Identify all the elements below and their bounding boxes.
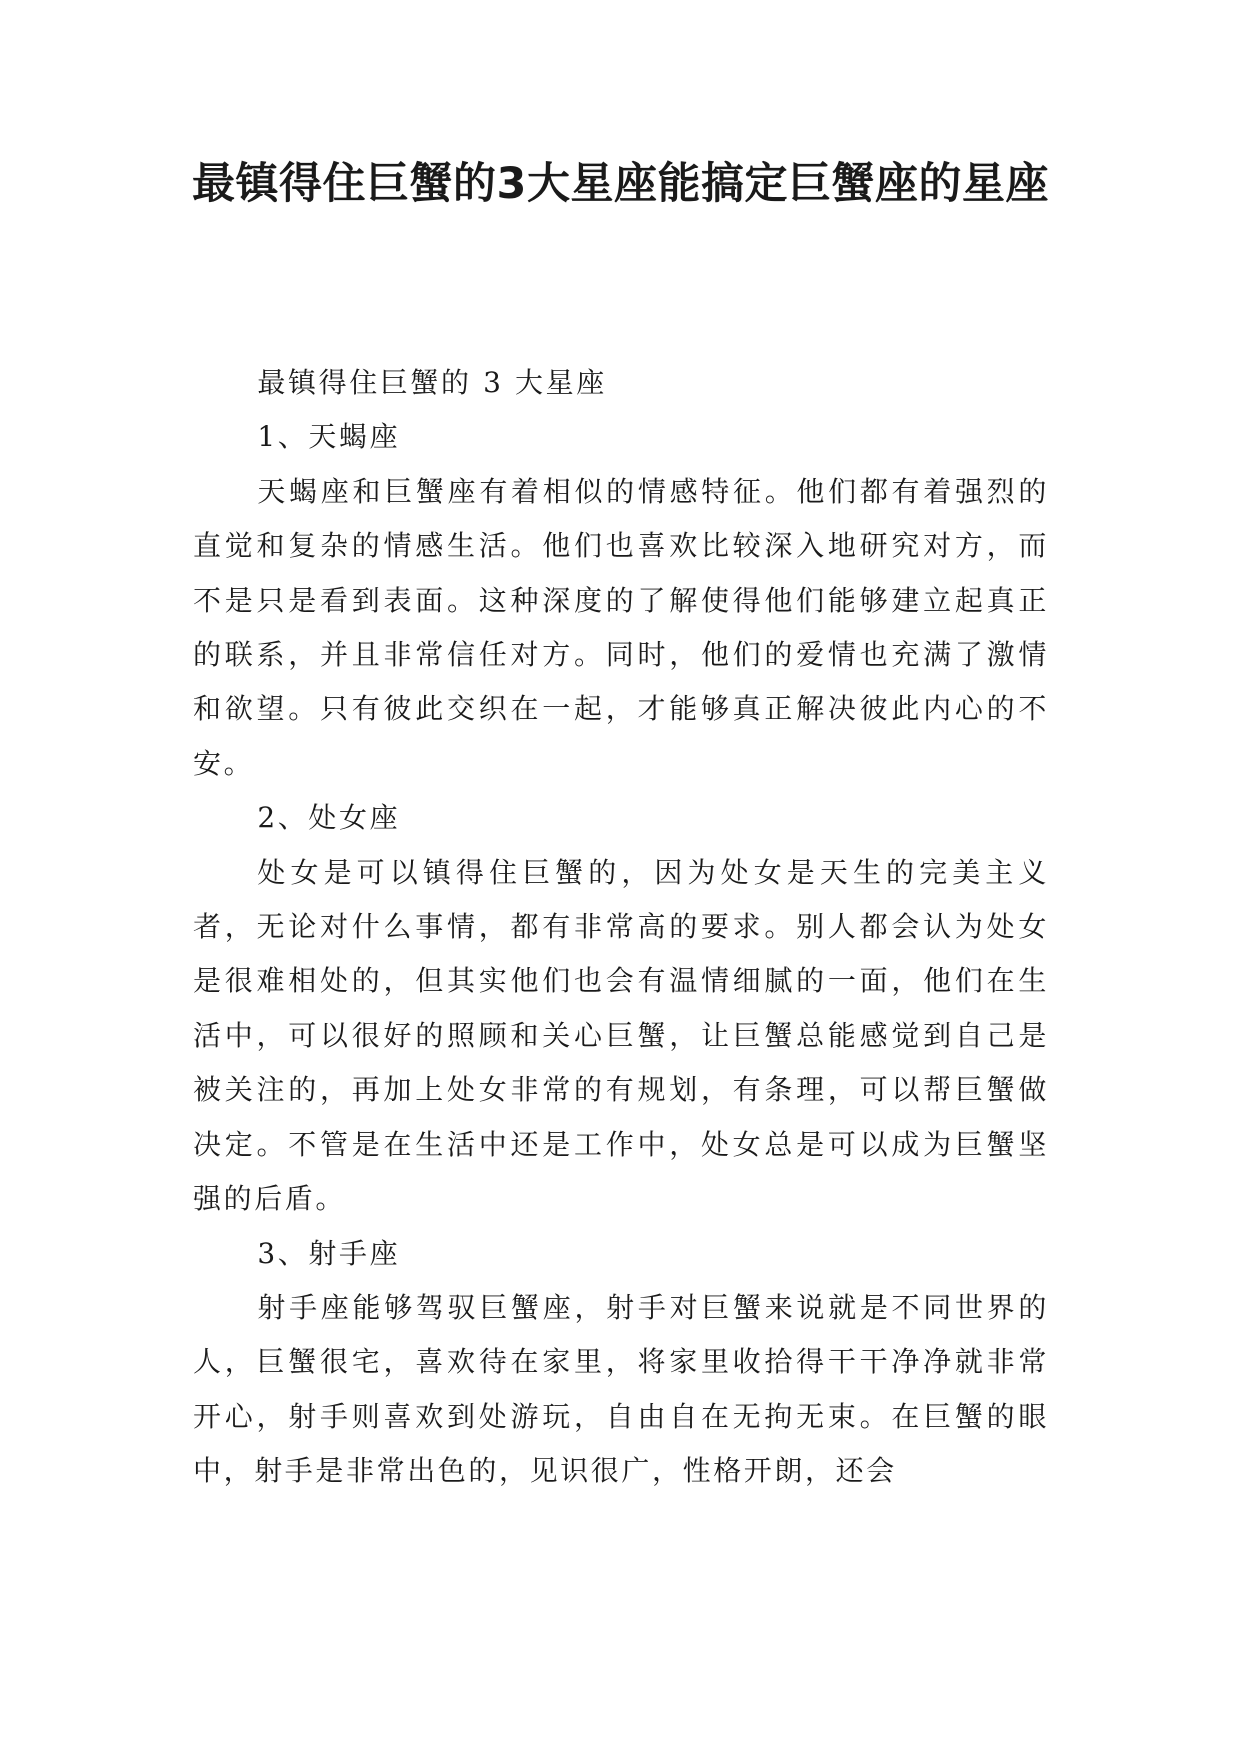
body-paragraph: 射手座能够驾驭巨蟹座，射手对巨蟹来说就是不同世界的人，巨蟹很宅，喜欢待在家里，将家里收拾得干干净净就非常开心，射手则喜欢到处游玩，自由自在无拘无束。在巨蟹的眼中，射手是非常出色的，见识很广，性格开朗，还会 (193, 1290, 1049, 1488)
list-item-heading: 3、射手座 (257, 1236, 401, 1270)
body-paragraph: 天蝎座和巨蟹座有着相似的情感特征。他们都有着强烈的直觉和复杂的情感生活。他们也喜欢比较深入地研究对方，而不是只是看到表面。这种深度的了解使得他们能够建立起真正的联系，并且非常信任对方。同时，他们的爱情也充满了激情和欲望。只有彼此交织在一起，才能够真正解决彼此内心的不安。 (193, 474, 1049, 780)
document-body (193, 356, 1049, 1499)
list-item-heading: 2、处女座 (257, 801, 401, 835)
page-title: 最镇得住巨蟹的3大星座能搞定巨蟹座的星座 (192, 159, 1049, 209)
section-heading: 最镇得住巨蟹的 3 大星座 (257, 366, 607, 399)
list-item-heading: 1、天蝎座 (257, 420, 401, 454)
body-paragraph: 处女是可以镇得住巨蟹的，因为处女是天生的完美主义者，无论对什么事情，都有非常高的要求。别人都会认为处女是很难相处的，但其实他们也会有温情细腻的一面，他们在生活中，可以很好的照顾和关心巨蟹，让巨蟹总能感觉到自己是被关注的，再加上处女非常的有规划，有条理，可以帮巨蟹做决定。不管是在生活中还是工作中，处女总是可以成为巨蟹坚强的后盾。 (193, 855, 1049, 1216)
